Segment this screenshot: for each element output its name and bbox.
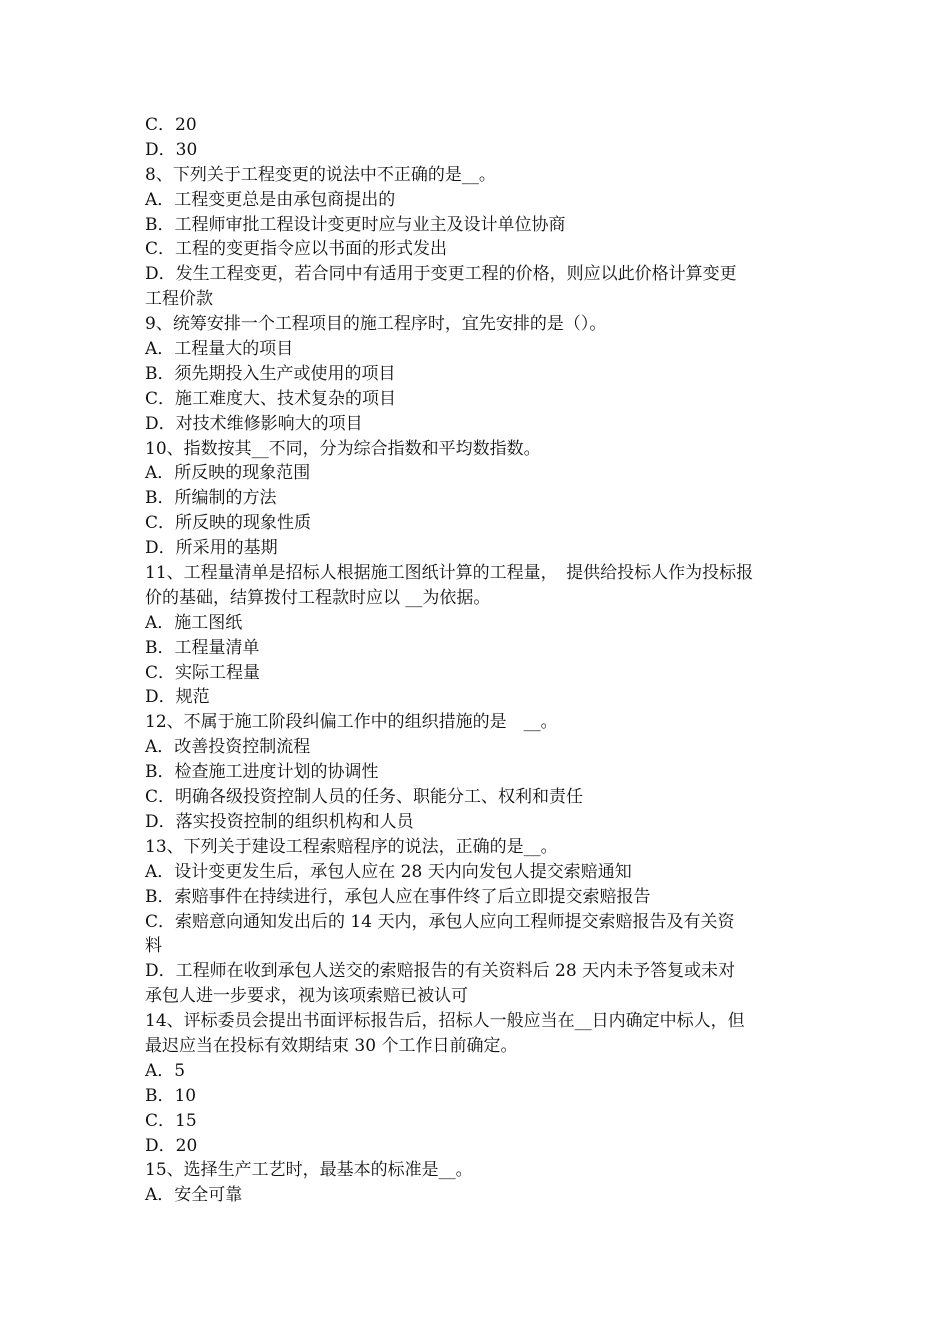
text-line: 11、工程量清单是招标人根据施工图纸计算的工程量， 提供给投标人作为投标报 bbox=[145, 563, 754, 584]
text-line: D．落实投资控制的组织机构和人员 bbox=[145, 811, 414, 832]
text-line: D．发生工程变更，若合同中有适用于变更工程的价格，则应以此价格计算变更 bbox=[145, 264, 737, 285]
text-line: 9、统筹安排一个工程项目的施工程序时，宜先安排的是（）。 bbox=[145, 314, 607, 335]
text-line: C．明确各级投资控制人员的任务、职能分工、权利和责任 bbox=[145, 787, 584, 808]
text-line: 工程价款 bbox=[145, 289, 213, 310]
document-body bbox=[145, 113, 813, 1208]
text-line: 料 bbox=[145, 936, 162, 957]
text-line: C．所反映的现象性质 bbox=[145, 513, 312, 534]
text-line: A．工程量大的项目 bbox=[145, 339, 294, 360]
text-line: B．索赔事件在持续进行，承包人应在事件终了后立即提交索赔报告 bbox=[145, 886, 651, 907]
text-line: 10、指数按其__不同，分为综合指数和平均数指数。 bbox=[145, 438, 541, 459]
text-line: D．工程师在收到承包人送交的索赔报告的有关资料后 28 天内未予答复或未对 bbox=[145, 961, 736, 982]
text-line: 最迟应当在投标有效期结束 30 个工作日前确定。 bbox=[145, 1035, 518, 1056]
text-line: 15、选择生产工艺时，最基本的标准是__。 bbox=[145, 1160, 473, 1181]
text-line: B．须先期投入生产或使用的项目 bbox=[145, 363, 396, 384]
text-line: A．安全可靠 bbox=[145, 1185, 243, 1206]
text-line: A．5 bbox=[145, 1060, 186, 1081]
text-line: B．工程量清单 bbox=[145, 637, 260, 658]
text-line: B．检查施工进度计划的协调性 bbox=[145, 762, 379, 783]
text-line: 13、下列关于建设工程索赔程序的说法，正确的是__。 bbox=[145, 836, 558, 857]
text-line: B．10 bbox=[145, 1085, 197, 1106]
text-line: B．工程师审批工程设计变更时应与业主及设计单位协商 bbox=[145, 214, 566, 235]
text-line: D．30 bbox=[145, 139, 198, 160]
text-line: C．20 bbox=[145, 115, 197, 135]
text-line: 承包人进一步要求，视为该项索赔已被认可 bbox=[145, 986, 468, 1007]
text-line: C．实际工程量 bbox=[145, 662, 261, 683]
text-line: D．20 bbox=[145, 1135, 198, 1156]
text-line: 价的基础，结算拨付工程款时应以 __为依据。 bbox=[145, 587, 491, 608]
text-line: A．工程变更总是由承包商提出的 bbox=[145, 189, 396, 210]
text-line: A．所反映的现象范围 bbox=[145, 463, 311, 484]
text-line: C．15 bbox=[145, 1110, 197, 1131]
text-line: 14、评标委员会提出书面评标报告后，招标人一般应当在__日内确定中标人，但 bbox=[145, 1011, 745, 1032]
text-line: C．施工难度大、技术复杂的项目 bbox=[145, 388, 397, 409]
text-line: D．规范 bbox=[145, 687, 210, 708]
text-line: C．索赔意向通知发出后的 14 天内，承包人应向工程师提交索赔报告及有关资 bbox=[145, 911, 735, 932]
text-line: 12、不属于施工阶段纠偏工作中的组织措施的是 __。 bbox=[145, 712, 558, 733]
text-line: A．设计变更发生后，承包人应在 28 天内向发包人提交索赔通知 bbox=[145, 861, 632, 882]
text-line: 8、下列关于工程变更的说法中不正确的是__。 bbox=[145, 164, 496, 185]
text-line: C．工程的变更指令应以书面的形式发出 bbox=[145, 239, 448, 260]
text-line: D．对技术维修影响大的项目 bbox=[145, 413, 363, 434]
text-line: D．所采用的基期 bbox=[145, 538, 278, 559]
text-line: A．施工图纸 bbox=[145, 612, 243, 633]
text-line: B．所编制的方法 bbox=[145, 488, 277, 509]
text-line: A．改善投资控制流程 bbox=[145, 737, 311, 758]
